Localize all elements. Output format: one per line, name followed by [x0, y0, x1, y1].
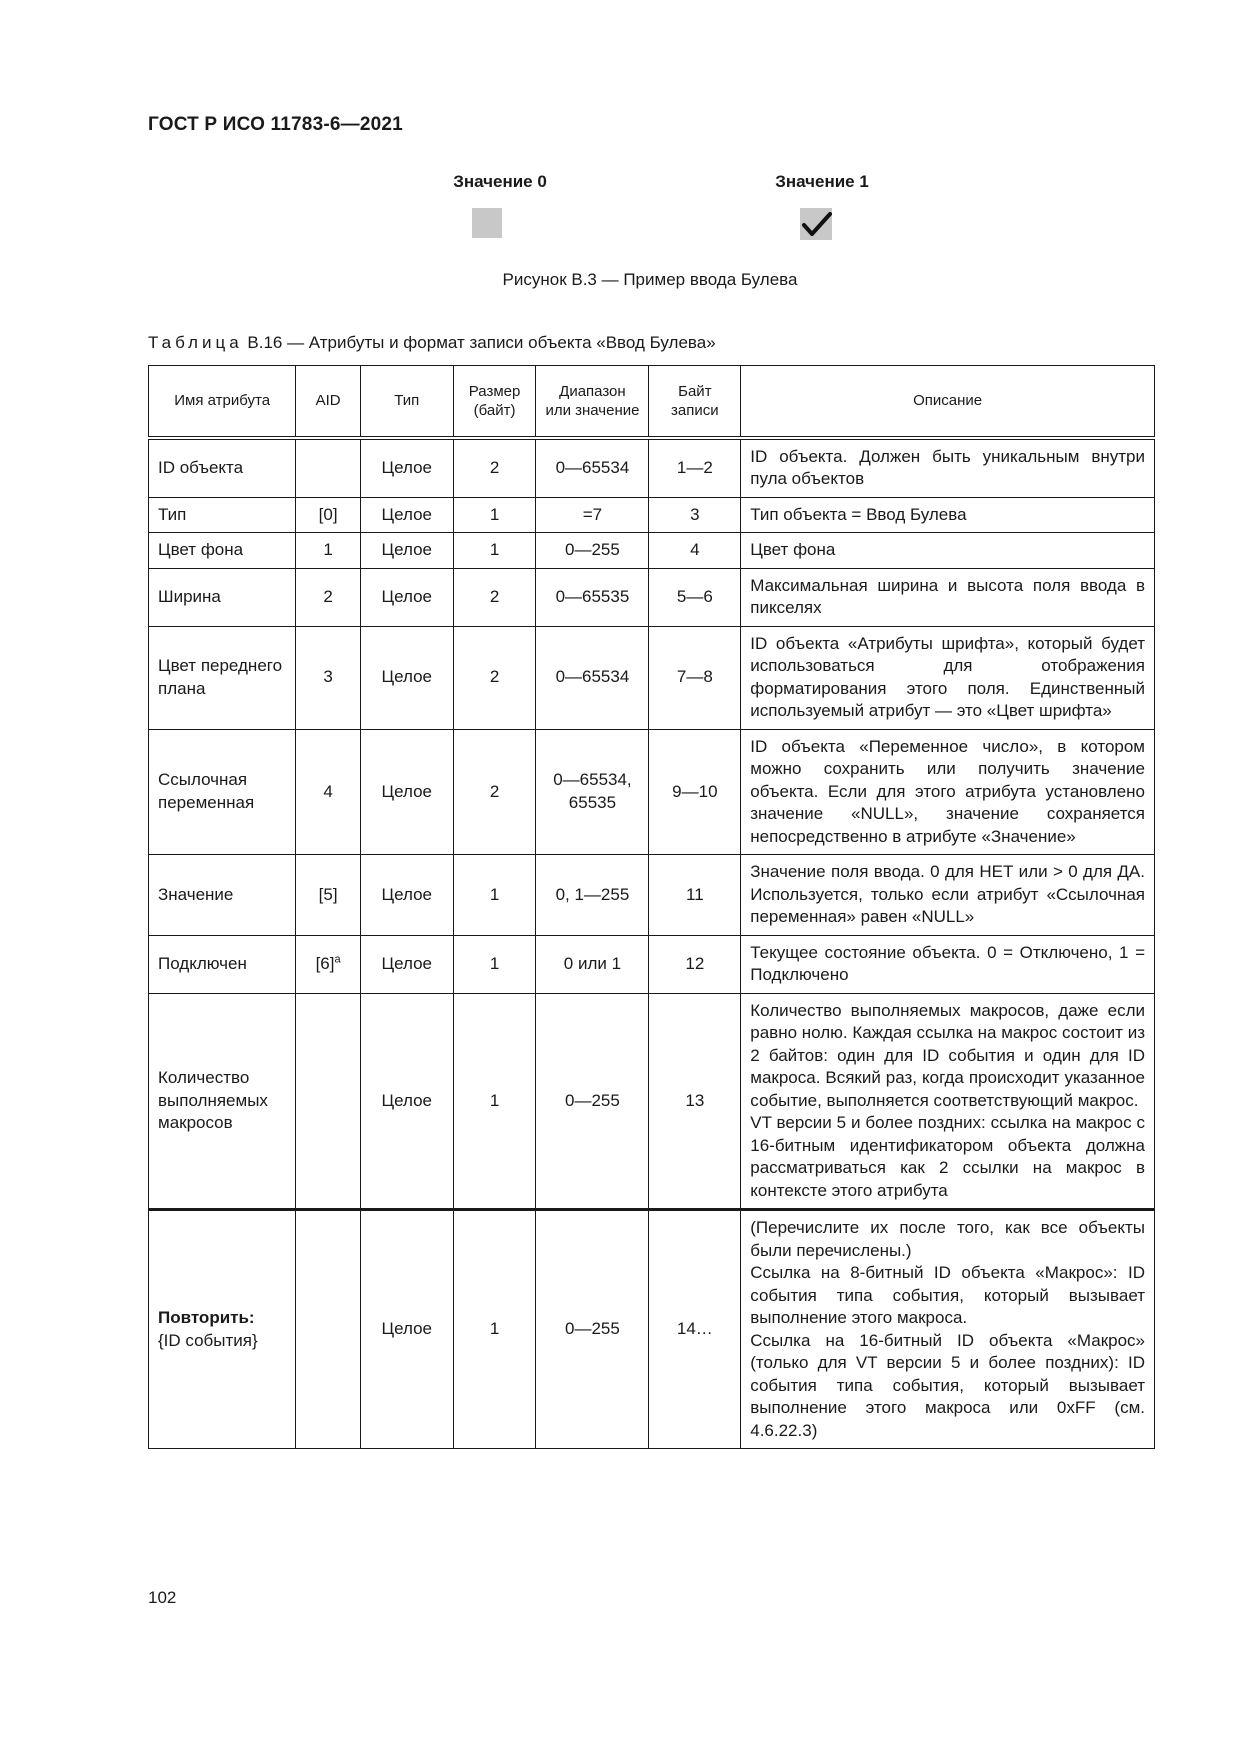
cell-range: 0—65534 [536, 438, 649, 498]
cell-size: 2 [453, 729, 536, 855]
cell-description: Значение поля ввода. 0 для НЕТ или > 0 для ДА. Используется, только если атрибут «Ссылочная переменная» равен «NULL» [741, 855, 1155, 936]
cell-name: Ссылочная переменная [149, 729, 296, 855]
table-row [149, 626, 1155, 729]
table-row [149, 855, 1155, 936]
cell-bytes: 4 [649, 533, 741, 569]
cell-size: 1 [453, 855, 536, 936]
cell-type: Целое [360, 533, 453, 569]
cell-name [149, 1210, 296, 1449]
cell-name: ID объекта [149, 438, 296, 498]
cell-range: 0—65534 [536, 626, 649, 729]
page-number: 102 [148, 1588, 177, 1607]
cell-bytes: 12 [649, 935, 741, 993]
description-paragraph: VT версии 5 и более поздних: ссылка на макрос с 16-битным идентификатором объекта должна рассматриваться как 2 ссылки на макрос в контексте этого атрибута [750, 1113, 1145, 1200]
header-type: Тип [360, 366, 453, 438]
cell-aid: 3 [296, 626, 361, 729]
header-name: Имя атрибута [149, 366, 296, 438]
footnote-marker: a [334, 953, 341, 966]
table-row [149, 993, 1155, 1210]
cell-type: Целое [360, 729, 453, 855]
cell-aid: [5] [296, 855, 361, 936]
table-row [149, 533, 1155, 569]
cell-description: Цвет фона [741, 533, 1155, 569]
cell-description [741, 993, 1155, 1210]
cell-type: Целое [360, 993, 453, 1210]
table-row [149, 497, 1155, 533]
description-paragraph: Количество выполняемых макросов, даже если равно нолю. Каждая ссылка на макрос состоит из 2 байтов: один для ID события и один для ID макроса. Всякий раз, когда происходит указанное событие, выполняется соответствующий макрос. [750, 1000, 1145, 1110]
table-row [149, 1210, 1155, 1449]
cell-type: Целое [360, 438, 453, 498]
cell-aid [296, 993, 361, 1210]
cell-range: 0—65535 [536, 568, 649, 626]
cell-size: 2 [453, 438, 536, 498]
cell-bytes: 5—6 [649, 568, 741, 626]
cell-size: 1 [453, 497, 536, 533]
cell-description: Максимальная ширина и высота поля ввода в пикселях [741, 568, 1155, 626]
header-size: Размер (байт) [453, 366, 536, 438]
cell-name: Цвет переднего плана [149, 626, 296, 729]
cell-description: ID объекта «Атрибуты шрифта», который будет использоваться для отображения форматирования этого поля. Единственный используемый атрибут — это «Цвет шрифта» [741, 626, 1155, 729]
cell-description [741, 1210, 1155, 1449]
cell-range: =7 [536, 497, 649, 533]
cell-name: Ширина [149, 568, 296, 626]
table-title: Таблица В.16 — Атрибуты и формат записи объекта «Ввод Булева» [148, 333, 716, 352]
cell-name: Подключен [149, 935, 296, 993]
cell-name: Цвет фона [149, 533, 296, 569]
header-range: Диапазон или значение [536, 366, 649, 438]
header-bytes: Байт записи [649, 366, 741, 438]
cell-size: 1 [453, 1210, 536, 1449]
header-aid: AID [296, 366, 361, 438]
cell-size: 1 [453, 935, 536, 993]
cell-size: 1 [453, 993, 536, 1210]
cell-size: 2 [453, 568, 536, 626]
cell-name: Тип [149, 497, 296, 533]
cell-name: Количество выполняемых макросов [149, 993, 296, 1210]
cell-aid: $[6]^a$ [296, 935, 361, 993]
unchecked-box-icon [472, 208, 502, 238]
cell-range: 0—255 [536, 993, 649, 1210]
cell-range: 0, 1—255 [536, 855, 649, 936]
cell-type: Целое [360, 1210, 453, 1449]
checked-box-icon [800, 208, 832, 240]
figure-value0-label: Значение 0 [453, 172, 547, 191]
cell-type: Целое [360, 497, 453, 533]
header-description: Описание [741, 366, 1155, 438]
cell-type: Целое [360, 935, 453, 993]
cell-bytes: 14… [649, 1210, 741, 1449]
event-id-label: {ID события} [158, 1330, 258, 1350]
cell-bytes: 9—10 [649, 729, 741, 855]
description-paragraph: Ссылка на 16-битный ID объекта «Макрос» (только для VT версии 5 и более поздних): ID события типа события, который вызывает выполнение этого макроса или 0xFF (см. 4.6.22.3) [750, 1330, 1145, 1440]
cell-type: Целое [360, 855, 453, 936]
table-row [149, 438, 1155, 498]
cell-range: 0 или 1 [536, 935, 649, 993]
cell-description: ID объекта «Переменное число», в котором можно сохранить или получить значение объекта. Если для этого атрибута установлено значение «NULL», значение сохраняется непосредственно в атрибуте «Значение» [741, 729, 1155, 855]
cell-description: Текущее состояние объекта. 0 = Отключено, 1 = Подключено [741, 935, 1155, 993]
cell-bytes: 11 [649, 855, 741, 936]
document-code: ГОСТ Р ИСО 11783-6—2021 [148, 114, 403, 135]
cell-bytes: 7—8 [649, 626, 741, 729]
cell-range: 0—255 [536, 533, 649, 569]
figure-caption: Рисунок В.3 — Пример ввода Булева [502, 270, 798, 289]
cell-range: 0—65534, 65535 [536, 729, 649, 855]
cell-bytes: 13 [649, 993, 741, 1210]
cell-bytes: 3 [649, 497, 741, 533]
cell-aid: 2 [296, 568, 361, 626]
cell-aid: [0] [296, 497, 361, 533]
cell-size: 2 [453, 626, 536, 729]
cell-type: Целое [360, 626, 453, 729]
attributes-table [148, 365, 1155, 1449]
cell-bytes: 1—2 [649, 438, 741, 498]
cell-size: 1 [453, 533, 536, 569]
cell-description: ID объекта. Должен быть уникальным внутри пула объектов [741, 438, 1155, 498]
cell-type: Целое [360, 568, 453, 626]
figure-value1-label: Значение 1 [775, 172, 869, 191]
cell-aid [296, 1210, 361, 1449]
table-row [149, 568, 1155, 626]
description-paragraph: (Перечислите их после того, как все объекты были перечислены.) [750, 1218, 1145, 1260]
cell-description: Тип объекта = Ввод Булева [741, 497, 1155, 533]
description-paragraph: Ссылка на 8-битный ID объекта «Макрос»: ID события типа события, который вызывает выполнение этого макроса. [750, 1263, 1145, 1327]
table-row [149, 729, 1155, 855]
table-row [149, 935, 1155, 993]
cell-range: 0—255 [536, 1210, 649, 1449]
cell-aid [296, 438, 361, 498]
cell-name: Значение [149, 855, 296, 936]
cell-aid: 1 [296, 533, 361, 569]
repeat-label: Повторить: [158, 1308, 255, 1327]
cell-aid: 4 [296, 729, 361, 855]
table-header-row [149, 366, 1155, 438]
